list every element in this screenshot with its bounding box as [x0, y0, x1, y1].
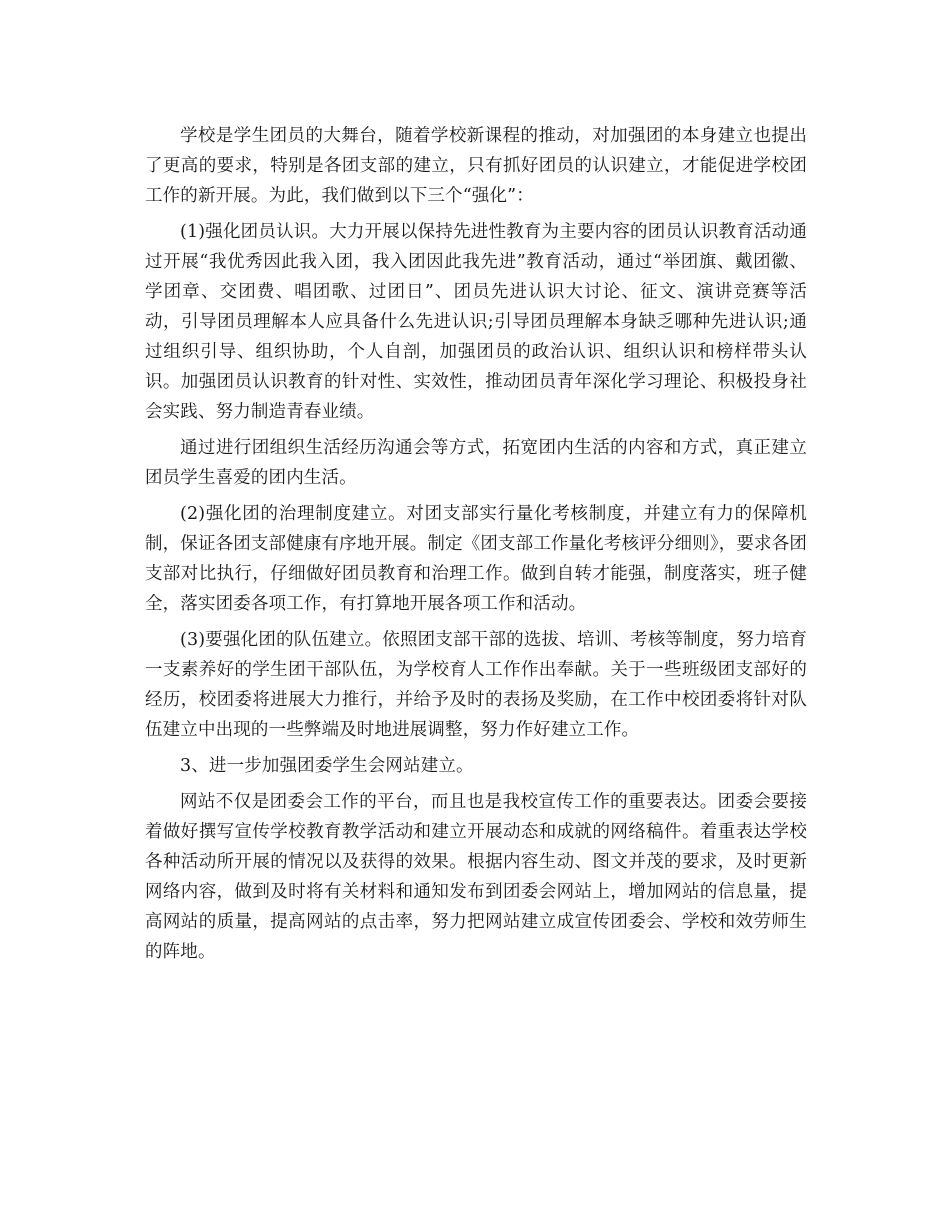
paragraph: 通过进行团组织生活经历沟通会等方式，拓宽团内生活的内容和方式，真正建立团员学生喜爱的团内生活。 — [145, 438, 807, 488]
paragraph: 学校是学生团员的大舞台，随着学校新课程的推动，对加强团的本身建立也提出了更高的要求，特别是各团支部的建立，只有抓好团员的认识建立，才能促进学校团工作的新开展。为此，我们做到以下三个“强化”： — [145, 126, 807, 206]
paragraph: 网站不仅是团委会工作的平台，而且也是我校宣传工作的重要表达。团委会要接着做好撰写宣传学校教育教学活动和建立开展动态和成就的网络稿件。着重表达学校各种活动所开展的情况以及获得的效果。根据内容生动、图文并茂的要求，及时更新网络内容，做到及时将有关材料和通知发布到团委会网站上，增加网站的信息量，提高网站的质量，提高网站的点击率，努力把网站建立成宣传团委会、学校和效劳师生的阵地。 — [145, 792, 807, 962]
paragraph: (3)要强化团的队伍建立。依照团支部干部的选拔、培训、考核等制度，努力培育一支素养好的学生团干部队伍，为学校育人工作作出奉献。关于一些班级团支部好的经历，校团委将进展大力推行，并给予及时的表扬及奖励，在工作中校团委将针对队伍建立中出现的一些弊端及时地进展调整，努力作好建立工作。 — [145, 630, 807, 740]
document-body — [145, 121, 807, 973]
paragraph: 3、进一步加强团委学生会网站建立。 — [180, 756, 474, 776]
paragraph: (2)强化团的治理制度建立。对团支部实行量化考核制度，并建立有力的保障机制，保证各团支部健康有序地开展。制定《团支部工作量化考核评分细则》，要求各团支部对比执行，仔细做好团员教育和治理工作。做到自转才能强，制度落实，班子健全，落实团委各项工作，有打算地开展各项工作和活动。 — [145, 504, 807, 614]
paragraph: (1)强化团员认识。大力开展以保持先进性教育为主要内容的团员认识教育活动通过开展“我优秀因此我入团，我入团因此我先进”教育活动，通过“举团旗、戴团徽、学团章、交团费、唱团歌、过团日”、团员先进认识大讨论、征文、演讲竞赛等活动，引导团员理解本人应具备什么先进认识;引导团员理解本身缺乏哪种先进认识;通过组织引导、组织协助，个人自剖，加强团员的政治认识、组织认识和榜样带头认识。加强团员认识教育的针对性、实效性，推动团员青年深化学习理论、积极投身社会实践、努力制造青春业绩。 — [145, 222, 807, 422]
